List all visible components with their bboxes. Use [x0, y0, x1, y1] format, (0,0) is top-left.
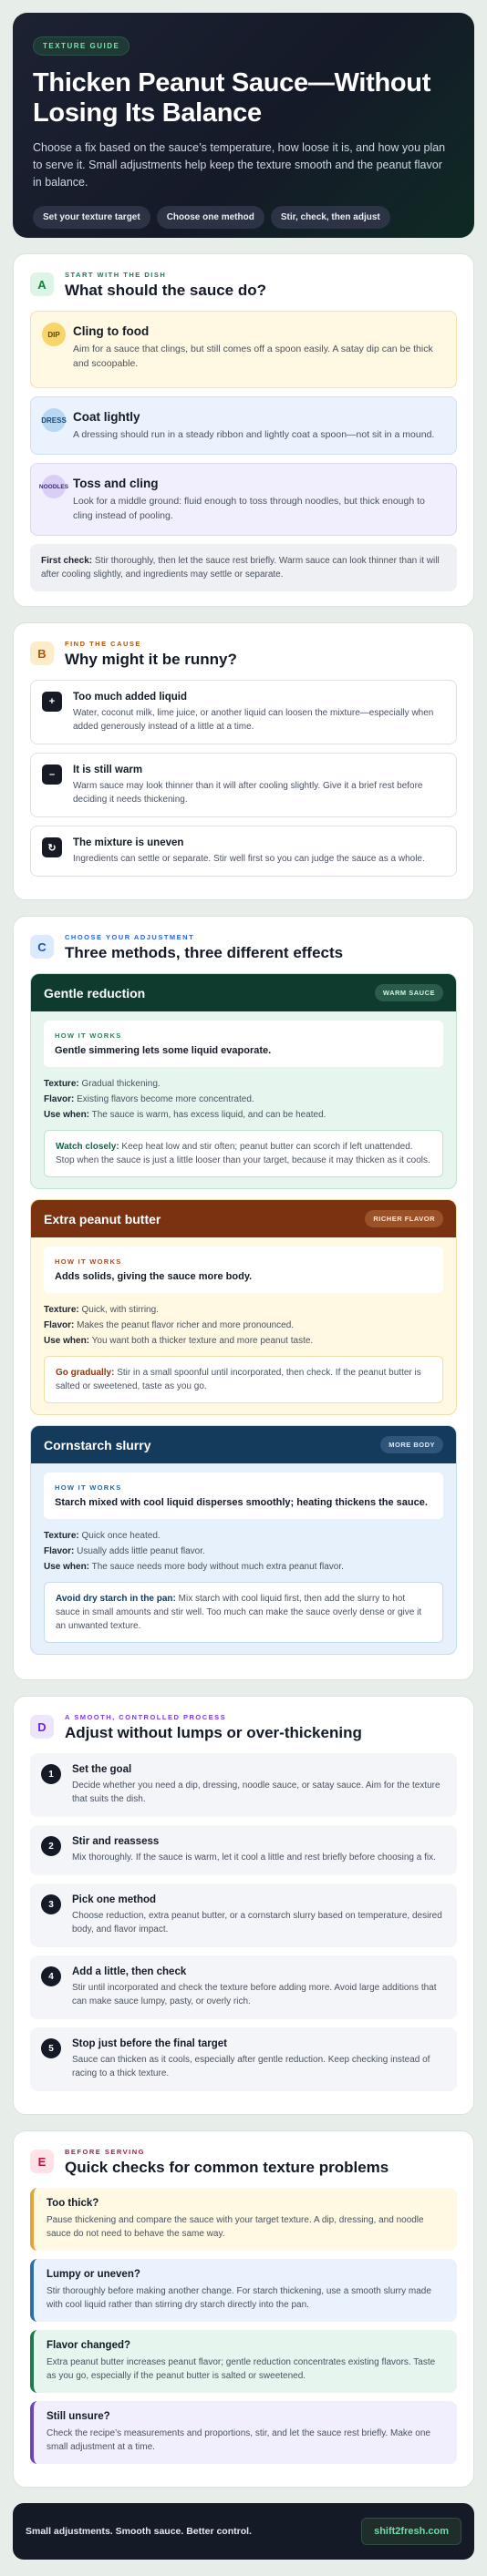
use-value: The sauce is warm, has excess liquid, and can be heated. — [91, 1110, 326, 1120]
check-lumpy — [30, 2259, 457, 2322]
section-a-letter: A — [30, 272, 54, 296]
page — [13, 13, 474, 2560]
refresh-icon: ↻ — [42, 837, 62, 857]
step-text: Choose reduction, extra peanut butter, or a cornstarch slurry based on temperature, desired body, and flavor impact. — [72, 1911, 442, 1935]
warn-text: Keep heat low and stir often; peanut butter can scorch if left unattended. Stop when the sauce is just a little looser than your target, because it may thicken as it cools. — [56, 1142, 430, 1165]
cause-text: Ingredients can settle or separate. Stir well first so you can judge the sauce as a whole. — [73, 854, 425, 864]
method-name: Extra peanut butter — [44, 1211, 161, 1226]
check-title: Flavor changed? — [47, 2340, 131, 2351]
method-tag: WARM SAUCE — [375, 984, 443, 1001]
use-label: Use when: — [44, 1562, 90, 1572]
step-title: Pick one method — [72, 1894, 157, 1905]
texture-value: Quick, with stirring. — [81, 1305, 159, 1315]
use-value: You want both a thicker texture and more peanut taste. — [91, 1336, 314, 1346]
cause-text: Warm sauce may look thinner than it will after cooling slightly. Give it a brief rest before deciding it needs thickening. — [73, 781, 423, 805]
flavor-label: Flavor: — [44, 1320, 75, 1330]
footer — [13, 2503, 474, 2560]
section-c-header — [30, 933, 457, 962]
method-gentle-reduction — [30, 973, 457, 1189]
use-label: Use when: — [44, 1110, 90, 1120]
method-facts — [44, 1076, 443, 1123]
step-text: Stir until incorporated and check the texture before adding more. Avoid large additions that can make sauce lumpy, pasty, or overly rich. — [72, 1983, 437, 2006]
chip-stir-check[interactable]: Stir, check, then adjust — [271, 206, 390, 229]
check-text: Pause thickening and compare the sauce with your target texture. A dip, dressing, and noodle sauce do not need to behave the same way. — [47, 2215, 424, 2239]
step-number: 2 — [41, 1836, 61, 1856]
method-body — [31, 1237, 456, 1414]
guide-pill: TEXTURE GUIDE — [33, 36, 130, 56]
check-title: Still unsure? — [47, 2411, 110, 2422]
section-c-letter: C — [30, 935, 54, 959]
method-extra-peanut-butter — [30, 1199, 457, 1415]
chip-set-target[interactable]: Set your texture target — [33, 206, 150, 229]
method-warning — [44, 1356, 443, 1403]
flavor-value: Existing flavors become more concentrated. — [77, 1094, 254, 1104]
step-number: 3 — [41, 1894, 61, 1914]
warn-text: Stir in a small spoonful until incorporated, then check. If the peanut butter is salted or sweetened, taste as you go. — [56, 1368, 421, 1391]
option-noodles — [30, 463, 457, 536]
warn-label: Go gradually: — [56, 1368, 115, 1378]
dip-badge: DIP — [42, 323, 66, 346]
how-text: Adds solids, giving the sauce more body. — [55, 1271, 253, 1282]
section-c-kicker: CHOOSE YOUR ADJUSTMENT — [65, 933, 195, 941]
step-title: Stir and reassess — [72, 1836, 160, 1847]
option-title: Toss and cling — [73, 477, 159, 490]
cause-title: It is still warm — [73, 765, 143, 775]
method-facts — [44, 1528, 443, 1575]
section-d-kicker: A SMOOTH, CONTROLLED PROCESS — [65, 1713, 227, 1721]
option-text: Aim for a sauce that clings, but still comes off a spoon easily. A satay dip can be thick and scoopable. — [73, 344, 433, 369]
step-title: Set the goal — [72, 1764, 132, 1775]
section-a-header — [30, 271, 457, 300]
hero-banner — [13, 13, 474, 238]
check-flavor-changed — [30, 2330, 457, 2393]
method-body — [31, 1011, 456, 1188]
section-e-letter: E — [30, 2150, 54, 2173]
section-e-title: Quick checks for common texture problems — [65, 2159, 389, 2176]
option-text: A dressing should run in a steady ribbon and lightly coat a spoon—not sit in a mound. — [73, 429, 435, 440]
step-title: Stop just before the final target — [72, 2038, 227, 2049]
step-number: 1 — [41, 1764, 61, 1784]
option-text: Look for a middle ground: fluid enough to toss through noodles, but thick enough to cling instead of pooling. — [73, 496, 425, 521]
flavor-label: Flavor: — [44, 1546, 75, 1556]
section-c — [13, 916, 474, 1680]
cause-title: Too much added liquid — [73, 692, 188, 703]
how-label: HOW IT WORKS — [55, 1031, 122, 1040]
step-item — [30, 1955, 457, 2019]
method-name: Cornstarch slurry — [44, 1437, 151, 1452]
chip-choose-method[interactable]: Choose one method — [157, 206, 264, 229]
noodles-badge: NOODLES — [42, 475, 66, 498]
warn-text: Mix starch with cool liquid first, then add the slurry to hot sauce in small amounts and stir well. Too much can make the sauce overly dense or give it an unwanted texture. — [56, 1594, 422, 1631]
how-it-works — [44, 1021, 443, 1067]
section-b-letter: B — [30, 641, 54, 665]
step-text: Decide whether you need a dip, dressing, noodle sauce, or satay sauce. Aim for the texture that suits the dish. — [72, 1781, 440, 1804]
texture-label: Texture: — [44, 1305, 79, 1315]
section-d — [13, 1696, 474, 2115]
step-item — [30, 2027, 457, 2091]
use-label: Use when: — [44, 1336, 90, 1346]
check-too-thick — [30, 2188, 457, 2251]
section-a-title: What should the sauce do? — [65, 282, 267, 299]
method-warning — [44, 1130, 443, 1177]
step-title: Add a little, then check — [72, 1966, 187, 1977]
check-still-unsure — [30, 2401, 457, 2464]
method-tag: RICHER FLAVOR — [365, 1210, 443, 1227]
check-text: Extra peanut butter increases peanut flavor; gentle reduction concentrates existing flavors. Taste as you go, especially if the peanut butter is salted or sweetened. — [47, 2357, 436, 2381]
option-title: Cling to food — [73, 324, 150, 338]
minus-icon: – — [42, 765, 62, 785]
check-title: Too thick? — [47, 2198, 99, 2209]
cause-text: Water, coconut milk, lime juice, or another liquid can loosen the mixture—especially when added generously instead of a little at a time. — [73, 708, 434, 732]
flavor-value: Makes the peanut flavor richer and more pronounced. — [77, 1320, 295, 1330]
how-text: Starch mixed with cool liquid disperses smoothly; heating thickens the sauce. — [55, 1497, 428, 1508]
warn-label: Watch closely: — [56, 1142, 119, 1152]
section-c-title: Three methods, three different effects — [65, 944, 344, 961]
brand-link[interactable]: shift2fresh.com — [361, 2518, 461, 2545]
section-e-kicker: BEFORE SERVING — [65, 2148, 145, 2156]
step-number: 5 — [41, 2038, 61, 2058]
note-text: Stir thoroughly, then let the sauce rest briefly. Warm sauce can look thinner than it will after cooling slightly, and ingredients may settle or separate. — [41, 556, 440, 580]
how-text: Gentle simmering lets some liquid evaporate. — [55, 1045, 272, 1056]
step-item — [30, 1753, 457, 1817]
cause-item — [30, 826, 457, 877]
page-title: Thicken Peanut Sauce—Without Losing Its Balance — [33, 68, 431, 128]
how-it-works — [44, 1247, 443, 1293]
how-label: HOW IT WORKS — [55, 1257, 122, 1266]
check-text: Check the recipe’s measurements and proportions, stir, and let the sauce rest briefly. Make one small adjustment at a time. — [47, 2428, 430, 2452]
section-b — [13, 622, 474, 900]
section-d-header — [30, 1713, 457, 1742]
cause-title: The mixture is uneven — [73, 837, 184, 848]
hero-lead: Choose a fix based on the sauce’s temperature, how loose it is, and how you plan to serve it. Small adjustments help keep the texture smooth and the peanut flavor in balance. — [33, 141, 446, 189]
section-b-title: Why might it be runny? — [65, 651, 237, 668]
option-dip — [30, 311, 457, 388]
method-header — [31, 1426, 456, 1463]
method-header — [31, 974, 456, 1011]
method-header — [31, 1200, 456, 1237]
section-d-title: Adjust without lumps or over-thickening — [65, 1724, 362, 1741]
texture-label: Texture: — [44, 1079, 79, 1089]
flavor-value: Usually adds little peanut flavor. — [77, 1546, 205, 1556]
section-d-letter: D — [30, 1715, 54, 1739]
check-text: Stir thoroughly before making another change. For starch thickening, use a smooth slurry made with cool liquid rather than stirring dry starch directly into the pan. — [47, 2286, 431, 2310]
texture-label: Texture: — [44, 1531, 79, 1541]
method-tag: MORE BODY — [380, 1436, 443, 1453]
method-facts — [44, 1302, 443, 1349]
how-label: HOW IT WORKS — [55, 1483, 122, 1492]
warn-label: Avoid dry starch in the pan: — [56, 1594, 176, 1604]
first-check-note — [30, 544, 457, 591]
how-it-works — [44, 1473, 443, 1519]
section-b-kicker: FIND THE CAUSE — [65, 640, 141, 648]
step-item — [30, 1825, 457, 1875]
step-text: Mix thoroughly. If the sauce is warm, let it cool a little and rest briefly before choosing a fix. — [72, 1852, 436, 1863]
cause-item — [30, 680, 457, 744]
step-text: Sauce can thicken as it cools, especially after gentle reduction. Keep checking instead of racing to a thick texture. — [72, 2055, 430, 2078]
section-e-header — [30, 2148, 457, 2177]
plus-icon: + — [42, 692, 62, 712]
hero-chips — [33, 206, 454, 229]
section-e — [13, 2130, 474, 2488]
section-b-header — [30, 640, 457, 669]
step-item — [30, 1883, 457, 1947]
note-label: First check: — [41, 556, 93, 566]
use-value: The sauce needs more body without much extra peanut flavor. — [91, 1562, 344, 1572]
method-warning — [44, 1582, 443, 1643]
texture-value: Quick once heated. — [81, 1531, 161, 1541]
section-a — [13, 253, 474, 607]
section-a-kicker: START WITH THE DISH — [65, 271, 167, 279]
texture-value: Gradual thickening. — [81, 1079, 161, 1089]
method-cornstarch-slurry — [30, 1425, 457, 1655]
flavor-label: Flavor: — [44, 1094, 75, 1104]
footer-tagline: Small adjustments. Smooth sauce. Better control. — [26, 2526, 252, 2537]
method-name: Gentle reduction — [44, 985, 146, 1001]
option-dress — [30, 396, 457, 455]
step-number: 4 — [41, 1966, 61, 1986]
option-title: Coat lightly — [73, 410, 140, 424]
dress-badge: DRESS — [42, 408, 66, 432]
check-title: Lumpy or uneven? — [47, 2269, 140, 2280]
cause-item — [30, 753, 457, 817]
method-body — [31, 1463, 456, 1654]
